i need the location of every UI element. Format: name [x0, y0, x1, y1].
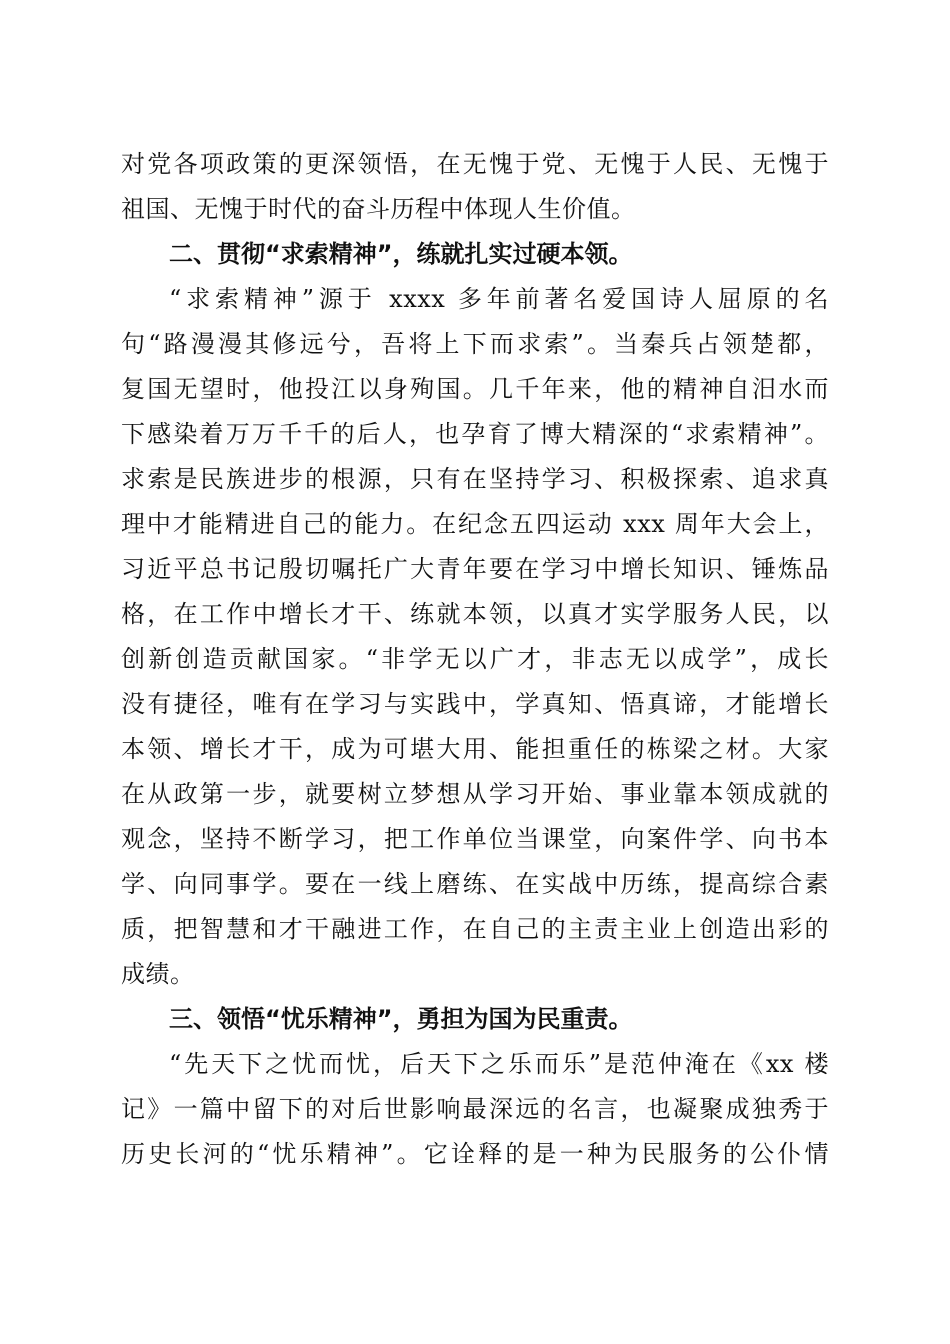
body-text-line: 记》一篇中留下的对后世影响最深远的名言，也凝聚成独秀于	[121, 1095, 829, 1123]
body-text-line: 对党各项政策的更深领悟，在无愧于党、无愧于人民、无愧于	[121, 150, 829, 178]
body-text-line: 习近平总书记殷切嘱托广大青年要在学习中增长知识、锤炼品	[121, 555, 829, 583]
body-text-line: 没有捷径，唯有在学习与实践中，学真知、悟真谛，才能增长	[121, 690, 829, 718]
body-text-line: 祖国、无愧于时代的奋斗历程中体现人生价值。	[121, 195, 636, 223]
paragraph-first-line: “先天下之忧而忧，后天下之乐而乐”是范仲淹在《xx 楼	[169, 1050, 829, 1078]
body-text-line: 求索是民族进步的根源，只有在坚持学习、积极探索、追求真	[121, 465, 829, 493]
body-text-line: 在从政第一步，就要树立梦想从学习开始、事业靠本领成就的	[121, 780, 829, 808]
body-text-line: 句“路漫漫其修远兮，吾将上下而求索”。当秦兵占领楚都，	[121, 330, 829, 358]
body-text-line: 质，把智慧和才干融进工作，在自己的主责主业上创造出彩的	[121, 915, 829, 943]
body-text-line: 复国无望时，他投江以身殉国。几千年来，他的精神自汨水而	[121, 375, 829, 403]
body-text-line: 成绩。	[121, 960, 195, 988]
body-text-line: 下感染着万万千千的后人，也孕育了博大精深的“求索精神”。	[121, 420, 829, 448]
body-text-line: 学、向同事学。要在一线上磨练、在实战中历练，提高综合素	[121, 870, 829, 898]
body-text-line: 理中才能精进自己的能力。在纪念五四运动 xxx 周年大会上，	[121, 510, 829, 538]
body-text-line: 本领、增长才干，成为可堪大用、能担重任的栋梁之材。大家	[121, 735, 829, 763]
body-text-line: 观念，坚持不断学习，把工作单位当课堂，向案件学、向书本	[121, 825, 829, 853]
section-heading-3: 三、领悟“忧乐精神”，勇担为国为民重责。	[169, 1005, 633, 1033]
paragraph-first-line: “求索精神”源于 xxxx 多年前著名爱国诗人屈原的名	[169, 285, 829, 313]
section-heading-2: 二、贯彻“求索精神”，练就扎实过硬本领。	[169, 240, 633, 268]
body-text-line: 创新创造贡献国家。“非学无以广才，非志无以成学”，成长	[121, 645, 829, 673]
body-text-line: 格，在工作中增长才干、练就本领，以真才实学服务人民，以	[121, 600, 829, 628]
body-text-line: 历史长河的“忧乐精神”。它诠释的是一种为民服务的公仆情	[121, 1140, 829, 1168]
